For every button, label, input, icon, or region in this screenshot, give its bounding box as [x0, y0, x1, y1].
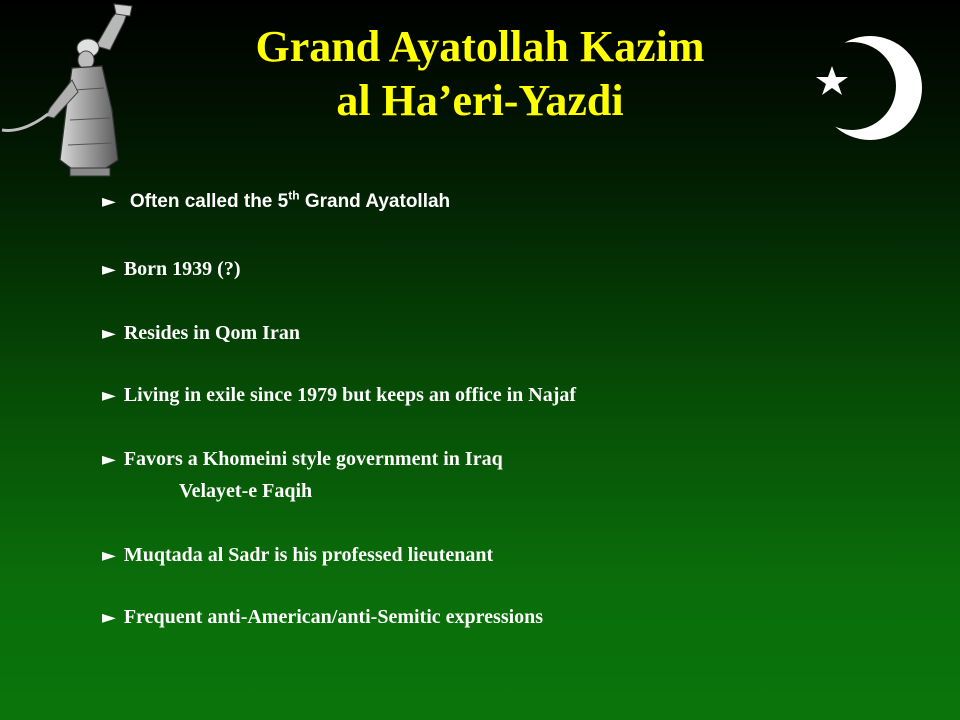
- bullet-text: Frequent anti-American/anti-Semitic expressions: [123, 606, 544, 628]
- bullet-text: Born 1939 (?): [123, 258, 241, 280]
- bullet-arrow-icon: ►: [102, 385, 116, 406]
- bullet-item: [102, 189, 450, 214]
- bullet-arrow-icon: ►: [102, 449, 116, 470]
- slide-title: [150, 20, 810, 128]
- bullet-text: Muqtada al Sadr is his professed lieutenant: [123, 544, 494, 566]
- bullet-item: [102, 383, 576, 408]
- bullet-item: [102, 321, 300, 346]
- bullet-arrow-icon: ►: [102, 323, 116, 344]
- bullet-text: Favors a Khomeini style government in Iraq: [123, 448, 503, 470]
- bullet-item: [102, 257, 241, 282]
- bullet-subline: Velayet-e Faqih: [179, 480, 313, 502]
- superscript: th: [288, 188, 300, 203]
- title-line-1: Grand Ayatollah Kazim: [255, 22, 705, 71]
- swordsman-statue-icon: [0, 0, 160, 180]
- bullet-text: Resides in Qom Iran: [123, 322, 300, 344]
- title-line-2: al Ha’eri-Yazdi: [336, 76, 624, 125]
- bullet-arrow-icon: ►: [102, 545, 116, 566]
- bullet-arrow-icon: ►: [102, 259, 116, 280]
- bullet-item: [102, 543, 493, 568]
- bullet-arrow-icon: ►: [102, 607, 116, 628]
- bullet-arrow-icon: ►: [102, 191, 116, 212]
- bullet-text: Often called the 5th Grand Ayatollah: [129, 188, 451, 212]
- crescent-star-icon: [810, 28, 930, 148]
- bullet-item: [102, 605, 543, 630]
- bullet-item: [102, 447, 503, 472]
- bullet-text: Living in exile since 1979 but keeps an office in Najaf: [123, 384, 577, 406]
